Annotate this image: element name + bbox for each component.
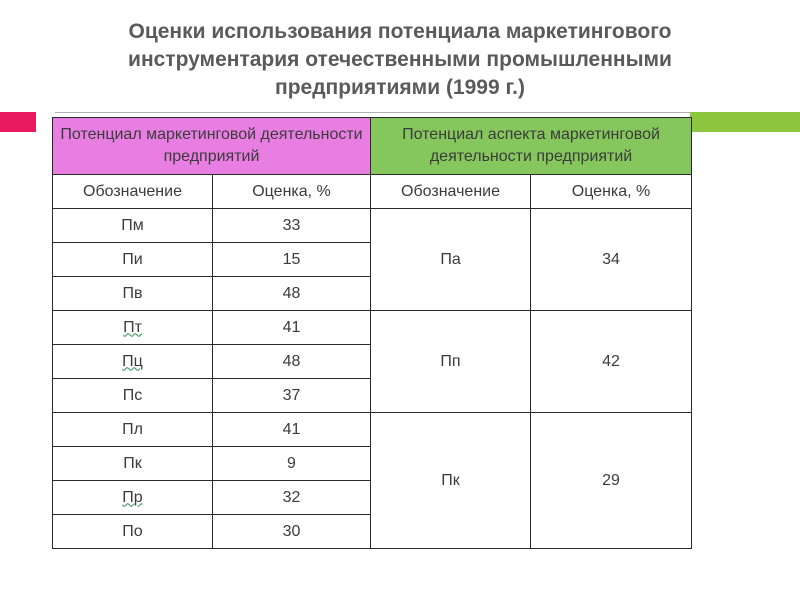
slide-title: Оценки использования потенциала маркетингового инструментария отечественными промышленными предприятиями (1999 г.) [128, 20, 672, 99]
table-row [53, 413, 692, 447]
row-code: Пр [122, 488, 143, 506]
aspect-code: Пк [371, 413, 531, 549]
row-code: Пл [53, 413, 213, 447]
row-code: Пс [53, 379, 213, 413]
row-code: Пи [53, 243, 213, 277]
column-header-designation-2: Обозначение [371, 175, 531, 209]
row-code: Пв [53, 277, 213, 311]
table-row [53, 311, 692, 345]
row-score: 41 [213, 311, 371, 345]
table-row [53, 209, 692, 243]
row-code: Пк [53, 447, 213, 481]
row-score: 9 [213, 447, 371, 481]
row-code: Пт [123, 318, 142, 336]
aspect-score: 29 [531, 413, 692, 549]
row-score: 48 [213, 345, 371, 379]
column-header-score-2: Оценка, % [531, 175, 692, 209]
column-header-designation: Обозначение [53, 175, 213, 209]
aspect-score: 34 [531, 209, 692, 311]
row-score: 33 [213, 209, 371, 243]
divider-line [55, 112, 690, 113]
row-code: Пц [122, 352, 143, 370]
row-code: Пм [53, 209, 213, 243]
column-header-score: Оценка, % [213, 175, 371, 209]
row-score: 41 [213, 413, 371, 447]
row-score: 48 [213, 277, 371, 311]
aspect-score: 42 [531, 311, 692, 413]
row-score: 37 [213, 379, 371, 413]
row-score: 30 [213, 515, 371, 549]
header-marketing-potential: Потенциал маркетинговой деятельности предприятий [53, 118, 371, 175]
row-score: 32 [213, 481, 371, 515]
aspect-code: Па [371, 209, 531, 311]
row-score: 15 [213, 243, 371, 277]
accent-bar-left [0, 112, 36, 132]
aspect-code: Пп [371, 311, 531, 413]
header-aspect-potential: Потенциал аспекта маркетинговой деятельности предприятий [371, 118, 692, 175]
row-code: По [53, 515, 213, 549]
assessment-table [52, 117, 692, 549]
accent-bar-right [690, 112, 800, 132]
